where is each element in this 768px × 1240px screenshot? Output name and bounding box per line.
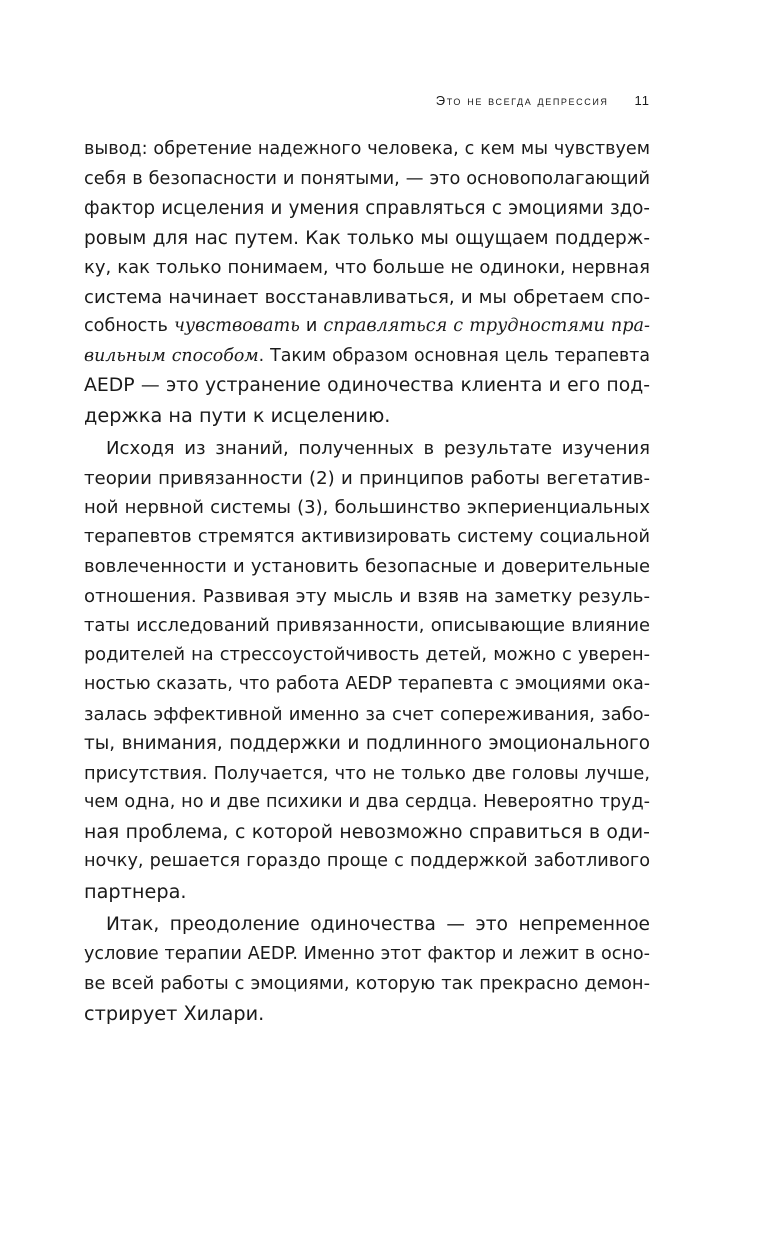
text-line: фактор исцеления и умения справляться с эмоциями здо- [84,198,650,219]
page-number: 11 [634,93,650,108]
paragraph-2 [84,434,650,906]
text-run: . Таким образом основная цель терапевта [258,345,650,366]
text-line: система начинает восстанавливаться, и мы обретаем спо- [84,286,650,308]
text-line: ная проблема, с которой невозможно справиться в оди- [84,820,650,843]
text-line: ровым для нас путем. Как только мы ощущаем поддерж- [84,227,650,249]
text-line: ты, внимания, поддержки и подлинного эмоционального [84,733,650,754]
text-line: ве всей работы с эмоциями, которую так прекрасно демон- [84,973,650,994]
text-line: ностью сказать, что работа AEDP терапевта с эмоциями ока- [84,674,650,694]
paragraph-1 [84,135,650,430]
text-run: и [299,316,324,336]
text-line: вовлеченности и установить безопасные и доверительные [84,556,650,577]
text-line: Итак, преодоление одиночества — это непременное [106,914,650,935]
text-line: стрирует Хилари. [84,1001,265,1025]
text-line: таты исследований привязанности, описывающие влияние [84,615,650,636]
running-head-title: Это не всегда депрессия [435,93,609,108]
text-line: ночку, решается гораздо проще с поддержкой заботливого [84,851,650,871]
text-line: теории привязанности (2) и принципов работы вегетатив- [84,467,650,489]
text-line: Исходя из знаний, полученных в результате изучения [106,438,650,459]
text-line: держка на пути к исцелению. [84,403,391,427]
text-line: условие терапии AEDP. Именно этот фактор и лежит в осно- [84,943,650,964]
italic-run: вильным способом [84,345,259,366]
text-line [84,342,650,372]
text-line: чем одна, но и две психики и два сердца. Невероятно труд- [84,792,650,812]
text-line: родителей на стрессоустойчивость детей, можно с уверен- [84,644,650,665]
text-line: ку, как только понимаем, что больше не одиноки, нервная [84,257,650,278]
text-line: ной нервной системы (3), большинство экпериенциальных [84,497,650,518]
italic-run: чувствовать [173,316,300,336]
paragraph-3 [84,910,650,1028]
text-line: себя в безопасности и понятыми, — это основополагающий [84,168,650,189]
text-line: AEDP — это устранение одиночества клиента и его под- [84,375,650,396]
italic-run: справляться с трудностями пра- [323,316,650,336]
text-line: присутствия. Получается, что не только две головы лучше, [84,762,650,784]
text-line: залась эффективной именно за счет сопереживания, забо- [84,703,650,725]
text-line: партнера. [84,879,187,903]
running-head [300,93,650,108]
body-text [84,135,650,1028]
text-line: отношения. Развивая эту мысль и взяв на заметку резуль- [84,585,650,607]
text-line [84,312,650,342]
text-line: терапевтов стремятся активизировать систему социальной [84,526,650,547]
text-line: вывод: обретение надежного человека, с кем мы чувствуем [84,139,650,159]
text-run: собность [84,316,174,336]
